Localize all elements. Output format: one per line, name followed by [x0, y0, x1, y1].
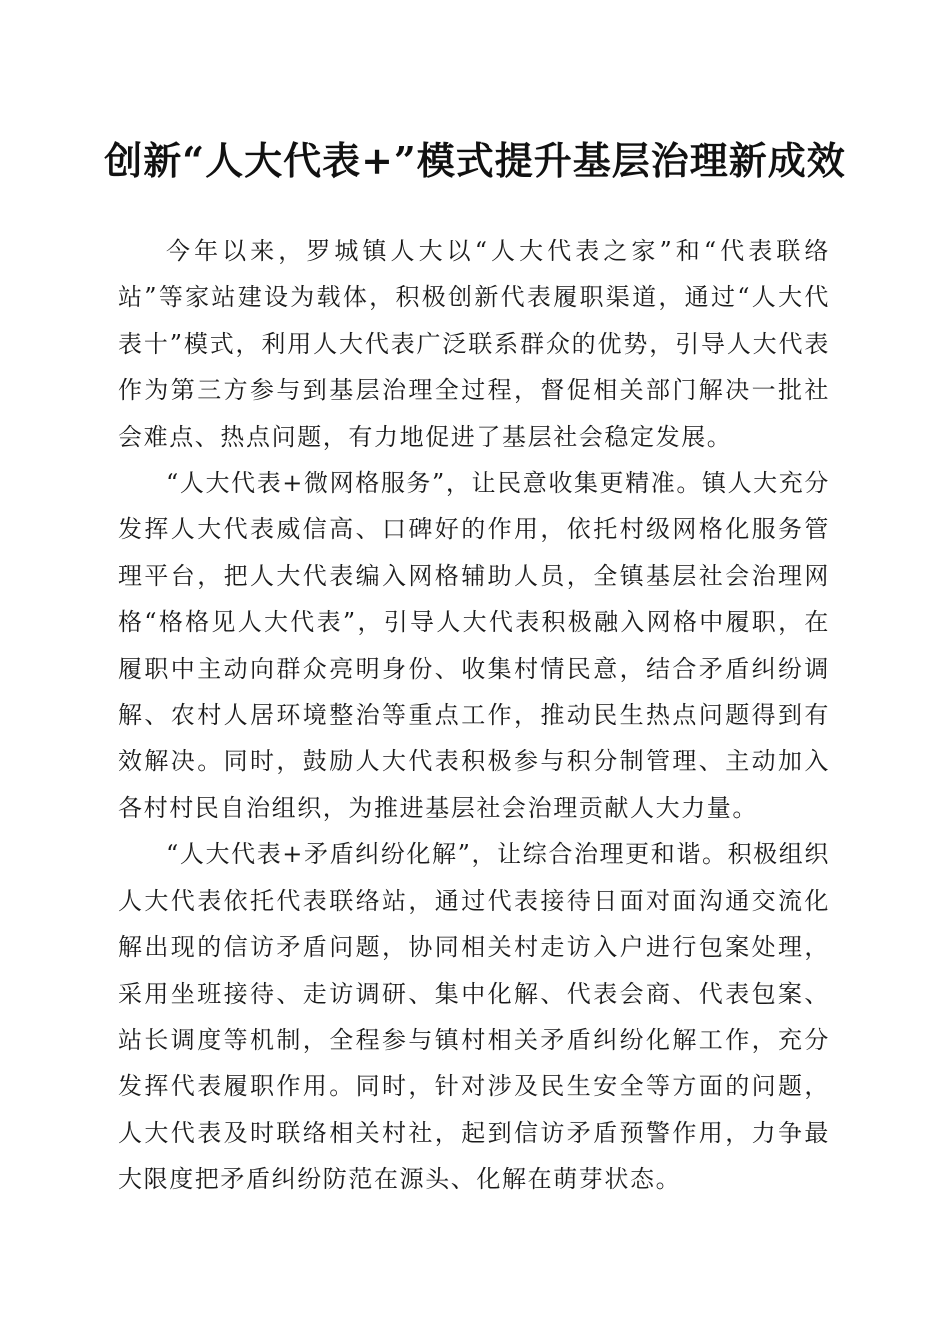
paragraph: “人大代表+矛盾纠纷化解”，让综合治理更和谐。积极组织人大代表依托代表联络站，通过代表接待日面对面沟通交流化解出现的信访矛盾问题，协同相关村走访入户进行包案处理，采用坐班接待、走访调研、集中化解、代表会商、代表包案、站长调度等机制，全程参与镇村相关矛盾纠纷化解工作，充分发挥代表履职作用。同时，针对涉及民生安全等方面的问题，人大代表及时联络相关村社，起到信访矛盾预警作用，力争最大限度把矛盾纠纷防范在源头、化解在萌芽状态。 — [118, 840, 830, 1194]
document-body — [118, 228, 830, 1203]
paragraph: 今年以来，罗城镇人大以“人大代表之家”和“代表联络站”等家站建设为载体，积极创新代表履职渠道，通过“人大代表十”模式，利用人大代表广泛联系群众的优势，引导人大代表作为第三方参与到基层治理全过程，督促相关部门解决一批社会难点、热点问题，有力地促进了基层社会稳定发展。 — [118, 237, 830, 451]
document-title: 创新“人大代表+”模式提升基层治理新成效 — [104, 138, 846, 183]
paragraph: “人大代表+微网格服务”，让民意收集更精准。镇人大充分发挥人大代表威信高、口碑好的作用，依托村级网格化服务管理平台，把人大代表编入网格辅助人员，全镇基层社会治理网格“格格见人大代表”，引导人大代表积极融入网格中履职，在履职中主动向群众亮明身份、收集村情民意，结合矛盾纠纷调解、农村人居环境整治等重点工作，推动民生热点问题得到有效解决。同时，鼓励人大代表积极参与积分制管理、主动加入各村村民自治组织，为推进基层社会治理贡献人大力量。 — [118, 469, 830, 822]
